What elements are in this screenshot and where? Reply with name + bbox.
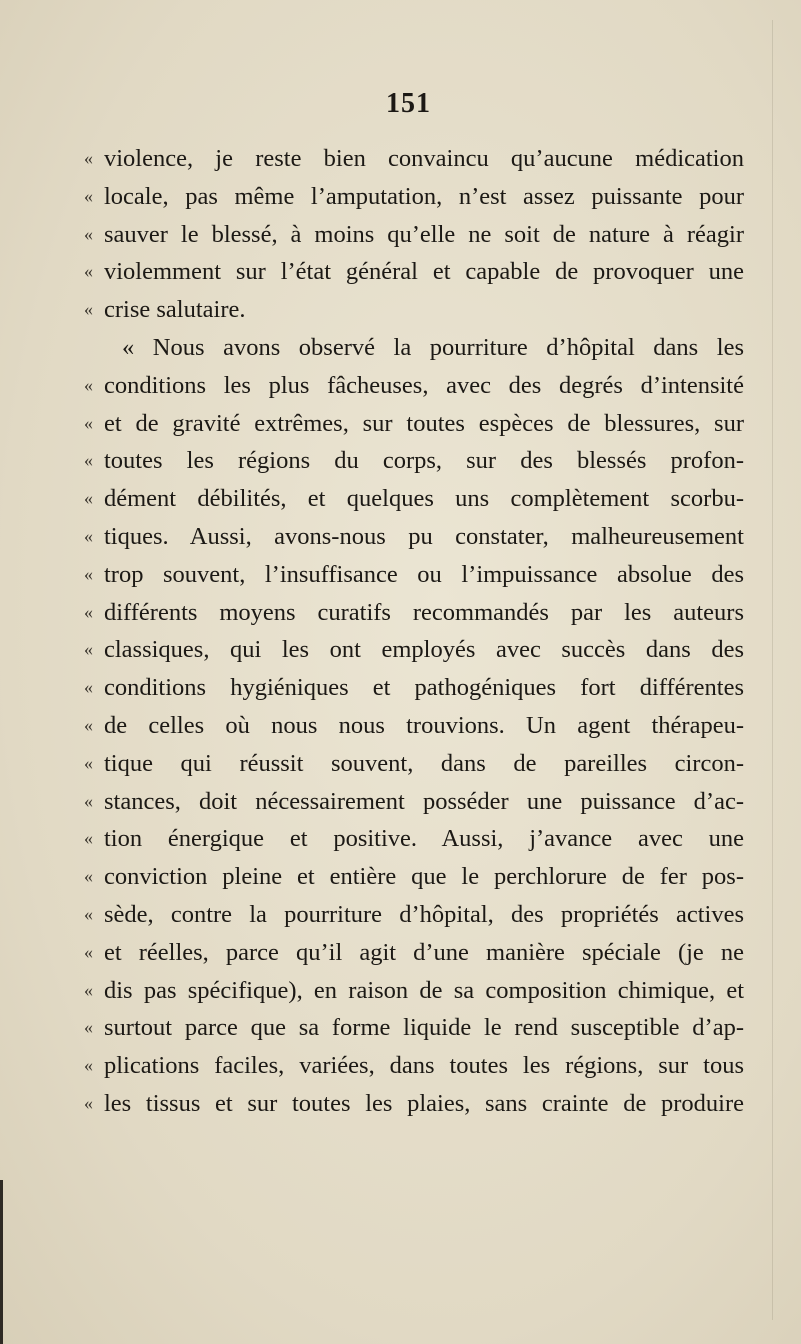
line-text: surtout parce que sa forme liquide le rend susceptible d’ap- <box>104 1014 744 1042</box>
line-text: tiques. Aussi, avons-nous pu constater, malheureusement <box>104 522 744 550</box>
text-line <box>84 707 744 745</box>
line-text: violemment sur l’état général et capable de provoquer une <box>104 258 744 286</box>
text-line <box>84 367 744 405</box>
line-text: tique qui réussit souvent, dans de pareilles circon- <box>104 749 744 777</box>
text-line <box>84 253 744 291</box>
line-text: et de gravité extrêmes, sur toutes espèces de blessures, sur <box>104 409 744 437</box>
text-line <box>84 594 744 632</box>
quote-margin-mark: « <box>84 639 93 660</box>
text-line <box>84 556 744 594</box>
quote-margin-mark: « <box>84 1055 93 1076</box>
quote-margin-mark: « <box>84 223 93 244</box>
text-line <box>84 518 744 556</box>
text-line <box>84 896 744 934</box>
line-text: dis pas spécifique), en raison de sa composition chimique, et <box>104 976 744 1004</box>
quote-margin-mark: « <box>84 790 93 811</box>
quote-margin-mark: « <box>84 185 93 206</box>
quote-margin-mark: « <box>84 525 93 546</box>
text-line <box>84 1085 744 1123</box>
quote-margin-mark: « <box>84 450 93 471</box>
quote-margin-mark: « <box>84 677 93 698</box>
text-line <box>84 631 744 669</box>
line-text: trop souvent, l’insuffisance ou l’impuissance absolue des <box>104 560 744 588</box>
text-line <box>84 291 744 329</box>
quote-margin-mark: « <box>84 903 93 924</box>
line-text: les tissus et sur toutes les plaies, sans crainte de produire <box>104 1089 744 1117</box>
text-line <box>84 669 744 707</box>
text-line <box>84 972 744 1010</box>
quote-margin-mark: « <box>84 412 93 433</box>
text-line <box>84 178 744 216</box>
text-line <box>84 442 744 480</box>
line-text: classiques, qui les ont employés avec succès dans des <box>104 636 744 664</box>
line-text: locale, pas même l’amputation, n’est assez puissante pour <box>104 182 744 210</box>
line-text: stances, doit nécessairement posséder une puissance d’ac- <box>104 787 744 815</box>
quote-margin-mark: « <box>84 752 93 773</box>
line-text: conviction pleine et entière que le perchlorure de fer pos- <box>104 863 744 891</box>
line-text: violence, je reste bien convaincu qu’aucune médication <box>104 145 744 172</box>
line-text: de celles où nous nous trouvions. Un agent thérapeu- <box>104 711 744 739</box>
quote-margin-mark: « <box>84 488 93 509</box>
text-line <box>84 480 744 518</box>
line-text: conditions les plus fâcheuses, avec des degrés d’intensité <box>104 371 744 399</box>
quote-margin-mark: « <box>84 299 93 320</box>
page-number: 151 <box>386 88 431 119</box>
quote-margin-mark: « <box>84 148 93 168</box>
line-text: sède, contre la pourriture d’hôpital, des propriétés actives <box>104 900 744 928</box>
quote-margin-mark: « <box>84 261 93 282</box>
line-text: différents moyens curatifs recommandés par les auteurs <box>104 598 744 626</box>
text-line <box>84 820 744 858</box>
text-line <box>84 934 744 972</box>
text-line <box>84 783 744 821</box>
line-text: plications faciles, variées, dans toutes les régions, sur tous <box>104 1052 744 1080</box>
text-line <box>84 1047 744 1085</box>
quote-margin-mark: « <box>84 714 93 735</box>
line-text: toutes les régions du corps, sur des blessés profon- <box>104 447 744 475</box>
line-text: dément débilités, et quelques uns complètement scorbu- <box>104 485 744 513</box>
text-line <box>84 745 744 783</box>
quote-margin-mark: « <box>84 1092 93 1113</box>
quote-margin-mark: « <box>84 601 93 622</box>
text-line <box>84 405 744 443</box>
text-line <box>84 140 744 178</box>
text-line <box>84 858 744 896</box>
line-text: tion énergique et positive. Aussi, j’avance avec une <box>104 825 744 853</box>
line-text: « Nous avons observé la pourriture d’hôpital dans les <box>122 333 744 361</box>
page-edge <box>0 1180 3 1344</box>
quote-margin-mark: « <box>84 374 93 395</box>
quote-margin-mark: « <box>84 866 93 887</box>
line-text: crise salutaire. <box>104 296 246 324</box>
quote-margin-mark: « <box>84 1017 93 1038</box>
page-fold-shadow <box>772 20 773 1320</box>
quote-margin-mark: « <box>84 828 93 849</box>
quote-margin-mark: « <box>84 563 93 584</box>
quote-margin-mark: « <box>84 979 93 1000</box>
line-text: et réelles, parce qu’il agit d’une manière spéciale (je ne <box>104 938 744 966</box>
text-line <box>84 216 744 254</box>
quote-margin-mark: « <box>84 941 93 962</box>
line-text: sauver le blessé, à moins qu’elle ne soit de nature à réagir <box>104 220 744 248</box>
text-line <box>84 329 744 367</box>
text-line <box>84 1009 744 1047</box>
body-text <box>84 140 744 1123</box>
line-text: conditions hygiéniques et pathogéniques fort différentes <box>104 674 744 702</box>
